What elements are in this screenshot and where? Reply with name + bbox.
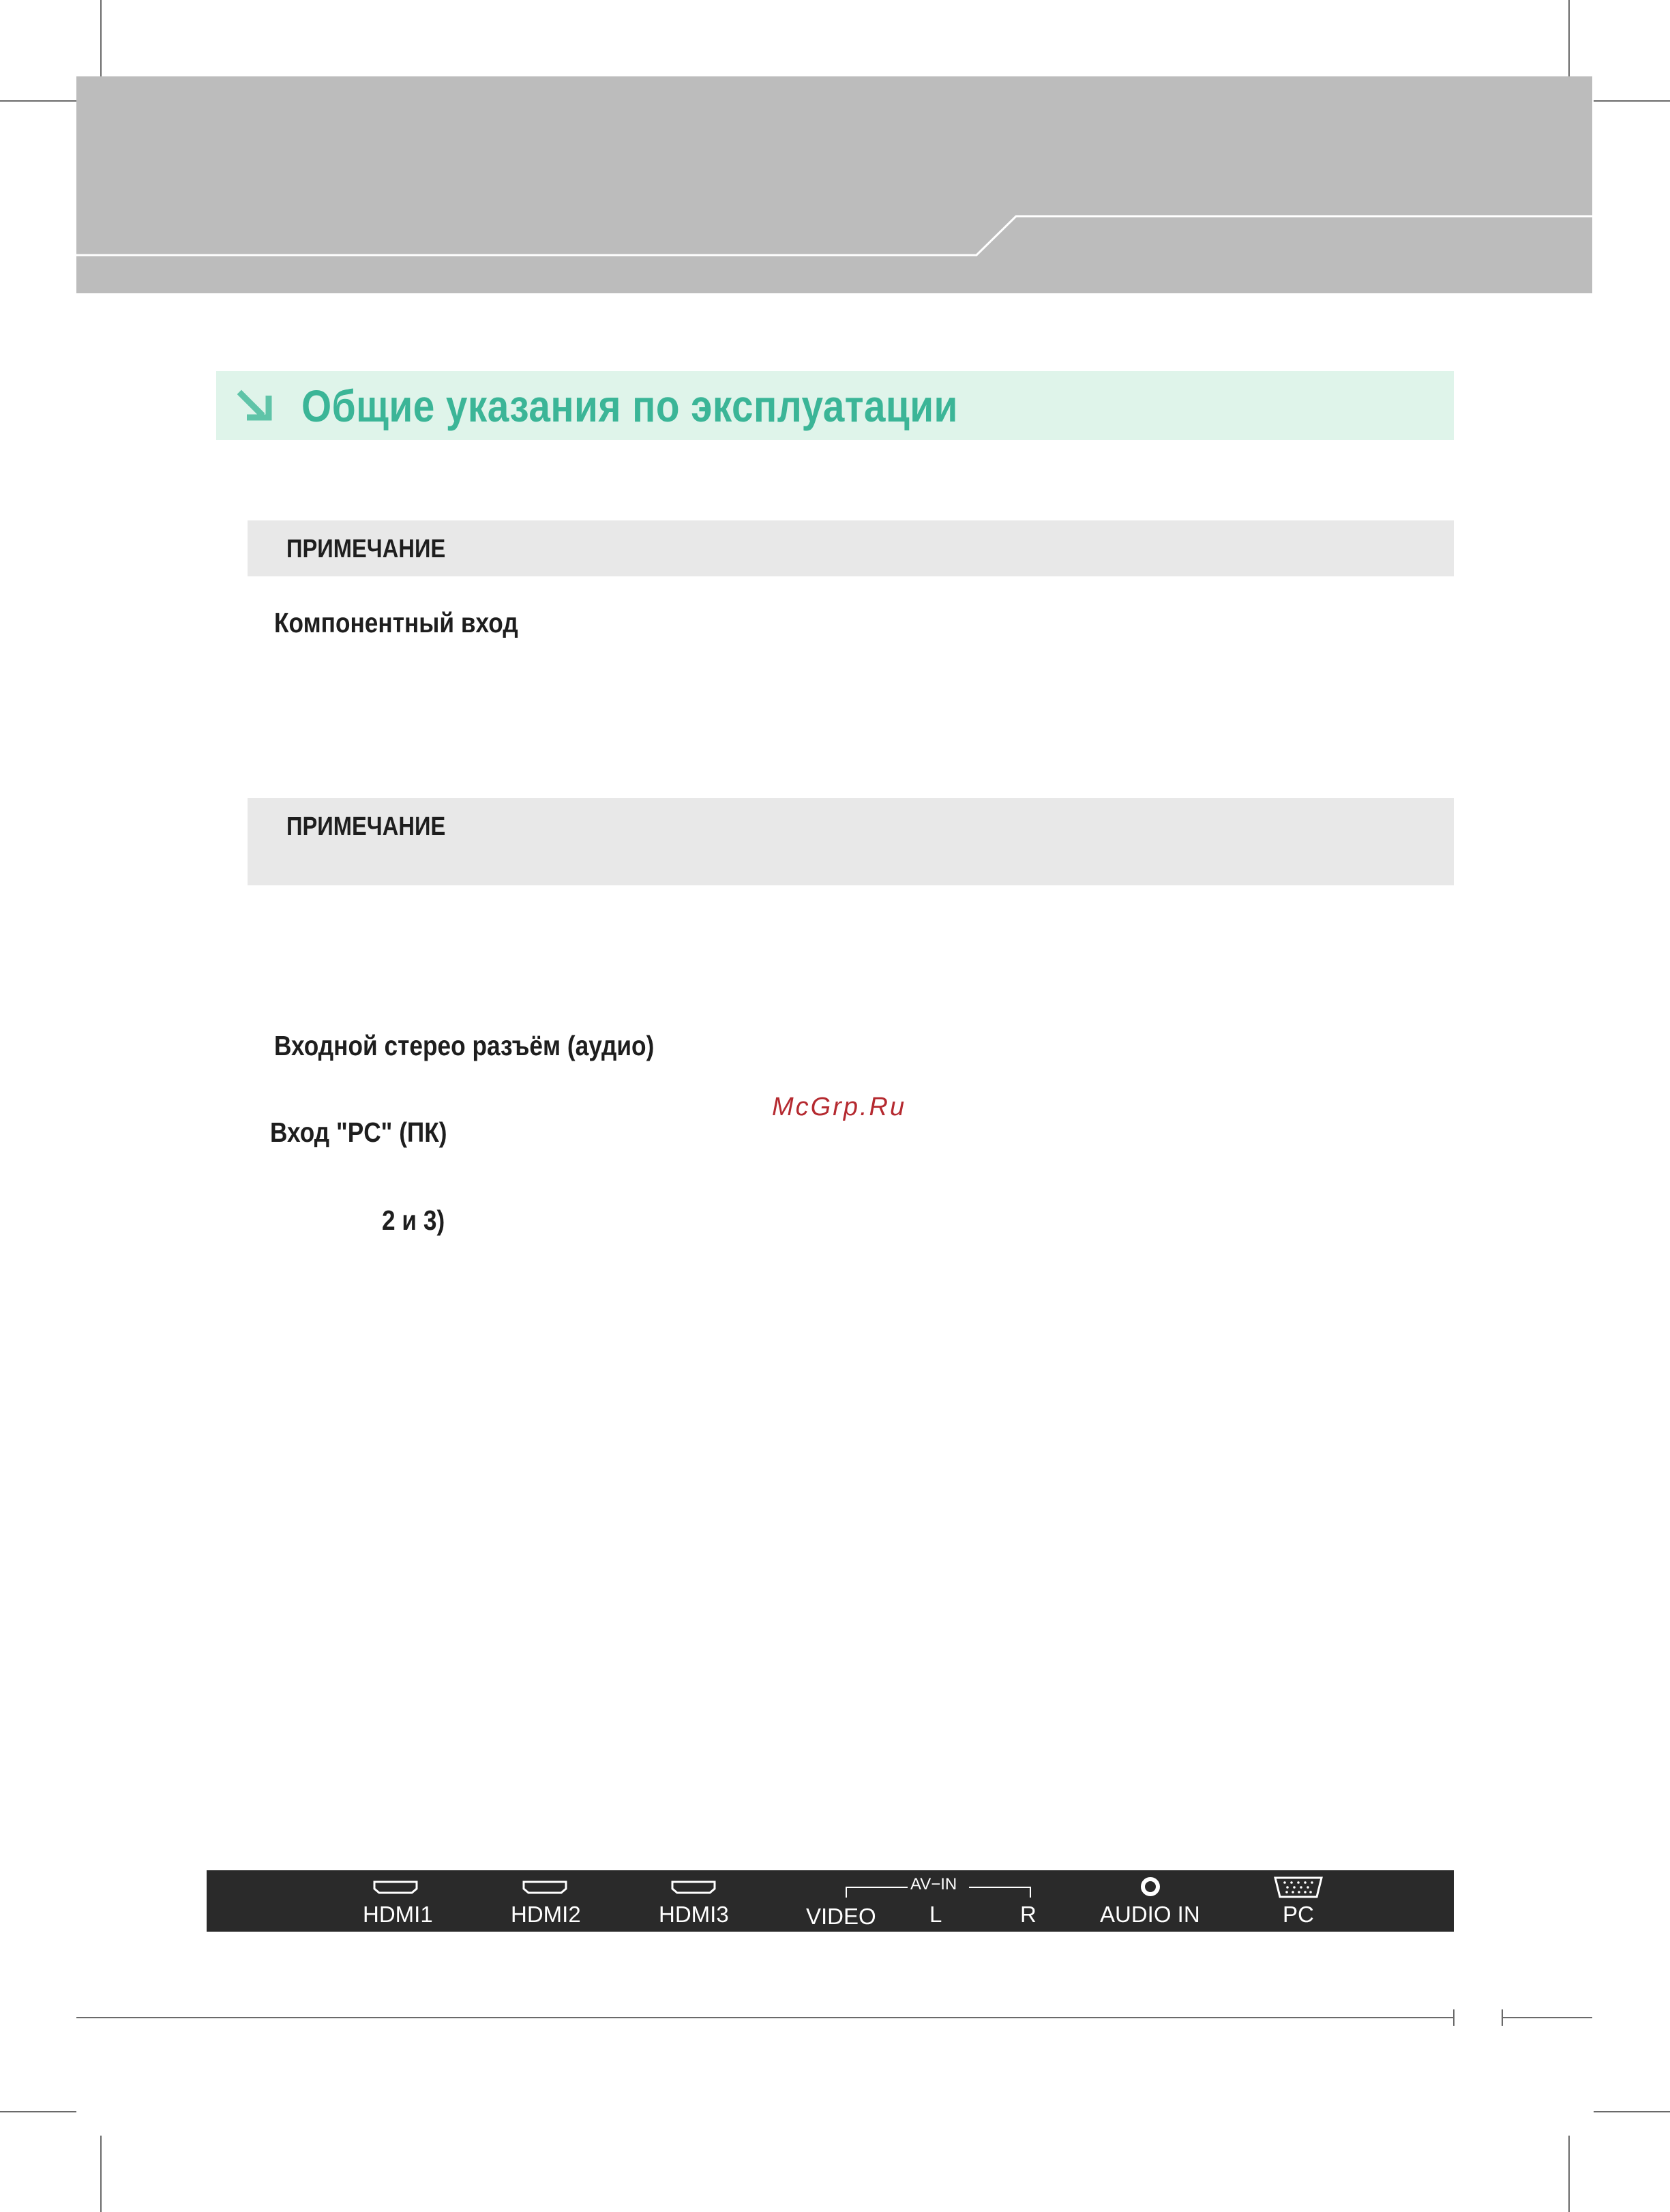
av-in-label: AV−IN xyxy=(910,1875,957,1893)
audio-jack-icon xyxy=(1139,1876,1161,1898)
port-label-video: VIDEO xyxy=(806,1904,876,1929)
hdmi-port-icon xyxy=(522,1880,568,1895)
crop-mark xyxy=(1594,100,1670,102)
hdmi-port-icon xyxy=(372,1880,419,1895)
crop-mark xyxy=(0,2111,76,2112)
watermark: McGrp.Ru xyxy=(772,1093,907,1121)
page-title: Общие указания по эксплуатации xyxy=(301,381,958,431)
note-label: ПРИМЕЧАНИЕ xyxy=(286,812,446,841)
connector-panel xyxy=(207,1870,1454,1932)
crop-mark xyxy=(1568,0,1570,76)
crop-mark xyxy=(0,100,76,102)
crop-mark xyxy=(1568,2136,1570,2212)
heading-component-input: Компонентный вход xyxy=(274,607,518,638)
arrow-down-right-icon xyxy=(237,386,277,426)
footer-rule xyxy=(1502,2017,1592,2018)
header-decor-line xyxy=(76,76,1592,293)
crop-mark xyxy=(100,0,102,76)
heading-fragment: 2 и 3) xyxy=(382,1205,445,1236)
footer-rule xyxy=(76,2017,1455,2018)
crop-mark xyxy=(100,2136,102,2212)
footer-tick xyxy=(1453,2009,1455,2026)
port-label-l: L xyxy=(929,1902,942,1927)
note-label: ПРИМЕЧАНИЕ xyxy=(286,535,446,563)
port-label-hdmi3: HDMI3 xyxy=(659,1902,729,1927)
heading-pc-input: Вход "PC" (ПК) xyxy=(270,1117,447,1148)
port-label-audio-in: AUDIO IN xyxy=(1100,1902,1200,1927)
vga-port-icon xyxy=(1273,1876,1324,1899)
port-label-r: R xyxy=(1020,1902,1037,1927)
port-label-pc: PC xyxy=(1283,1902,1314,1927)
hdmi-port-icon xyxy=(670,1880,717,1895)
port-label-hdmi1: HDMI1 xyxy=(363,1902,433,1927)
crop-mark xyxy=(1594,2111,1670,2112)
heading-stereo-input: Входной стерео разъём (аудио) xyxy=(274,1030,655,1061)
port-label-hdmi2: HDMI2 xyxy=(511,1902,581,1927)
